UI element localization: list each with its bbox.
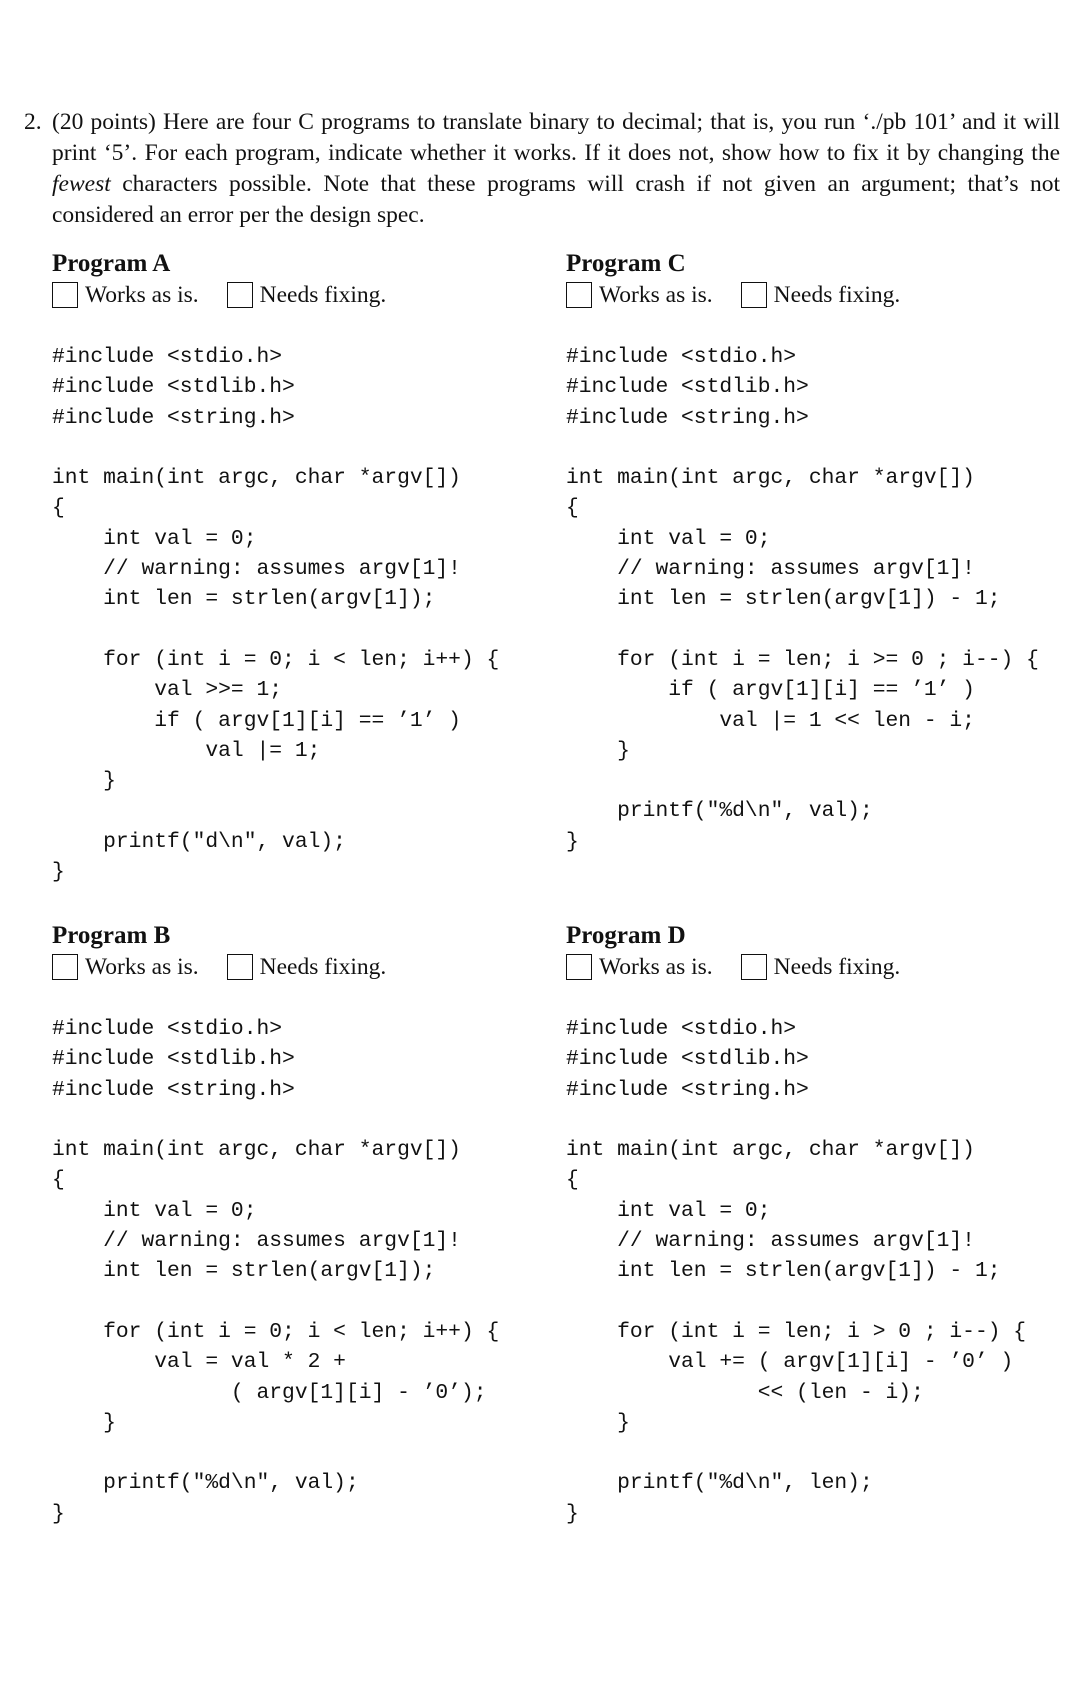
code-line bbox=[566, 766, 1066, 796]
code-line: val |= 1 << len - i; bbox=[566, 708, 975, 733]
program-d-works-option[interactable] bbox=[566, 952, 713, 982]
question-text-part-1: (20 points) Here are four C programs to translate binary to decimal; that is, you run ‘./pb 101’ and it will print ‘5’. For each program, indicate whether it works. If it does not, show how to fix it by changing the bbox=[52, 109, 1060, 166]
program-b-fix-option[interactable] bbox=[227, 952, 387, 982]
code-line: int len = strlen(argv[1]) - 1; bbox=[566, 587, 1001, 612]
code-line: << (len - i); bbox=[566, 1380, 924, 1405]
program-c bbox=[566, 249, 1066, 857]
program-b-code bbox=[52, 1014, 552, 1529]
question-number: 2. bbox=[24, 109, 42, 135]
code-line: // warning: assumes argv[1]! bbox=[52, 557, 461, 582]
code-line: printf("%d\n", val); bbox=[566, 799, 873, 824]
code-line: for (int i = len; i >= 0 ; i--) { bbox=[566, 647, 1039, 672]
code-line bbox=[52, 615, 552, 645]
question-emphasis: fewest bbox=[52, 171, 111, 197]
code-line: int len = strlen(argv[1]); bbox=[52, 1259, 436, 1284]
program-c-title: Program C bbox=[566, 250, 686, 277]
code-line bbox=[566, 615, 1066, 645]
code-line: int val = 0; bbox=[52, 1198, 257, 1223]
code-line: #include <string.h> bbox=[52, 405, 295, 430]
code-line: val |= 1; bbox=[52, 738, 321, 763]
program-d-code bbox=[566, 1014, 1066, 1529]
code-line: int val = 0; bbox=[52, 526, 257, 551]
program-d-fix-checkbox[interactable] bbox=[741, 954, 767, 980]
program-d bbox=[566, 921, 1066, 1529]
code-line: int main(int argc, char *argv[]) bbox=[52, 466, 461, 491]
code-line: #include <string.h> bbox=[566, 405, 809, 430]
program-c-works-option[interactable] bbox=[566, 280, 713, 310]
code-line: int len = strlen(argv[1]) - 1; bbox=[566, 1259, 1001, 1284]
code-line: for (int i = 0; i < len; i++) { bbox=[52, 647, 500, 672]
code-line: #include <string.h> bbox=[566, 1077, 809, 1102]
code-line: { bbox=[52, 496, 65, 521]
question-block bbox=[24, 107, 1060, 231]
question-text bbox=[52, 107, 1060, 231]
program-c-works-checkbox[interactable] bbox=[566, 282, 592, 308]
code-line bbox=[566, 433, 1066, 463]
program-b-works-checkbox[interactable] bbox=[52, 954, 78, 980]
code-line bbox=[566, 1287, 1066, 1317]
code-line: printf("%d\n", val); bbox=[52, 1471, 359, 1496]
code-line bbox=[52, 1105, 552, 1135]
code-line: } bbox=[52, 860, 65, 885]
code-line: val = val * 2 + bbox=[52, 1350, 346, 1375]
program-d-works-checkbox[interactable] bbox=[566, 954, 592, 980]
program-d-works-label: Works as is. bbox=[599, 954, 713, 980]
code-line: int main(int argc, char *argv[]) bbox=[566, 1138, 975, 1163]
code-line: int main(int argc, char *argv[]) bbox=[566, 466, 975, 491]
code-line: // warning: assumes argv[1]! bbox=[566, 557, 975, 582]
code-line: } bbox=[566, 738, 630, 763]
code-line bbox=[52, 1438, 552, 1468]
program-a-options bbox=[52, 280, 552, 310]
program-d-fix-label: Needs fixing. bbox=[773, 954, 901, 980]
code-line: #include <string.h> bbox=[52, 1077, 295, 1102]
code-line bbox=[566, 1105, 1066, 1135]
program-a-title: Program A bbox=[52, 250, 171, 277]
code-line bbox=[566, 1438, 1066, 1468]
code-line bbox=[52, 1287, 552, 1317]
program-a-fix-option[interactable] bbox=[227, 280, 387, 310]
program-c-fix-option[interactable] bbox=[741, 280, 901, 310]
code-line: #include <stdio.h> bbox=[566, 345, 797, 369]
program-b-fix-checkbox[interactable] bbox=[227, 954, 253, 980]
program-a-fix-checkbox[interactable] bbox=[227, 282, 253, 308]
code-line: // warning: assumes argv[1]! bbox=[52, 1229, 461, 1254]
code-line: for (int i = 0; i < len; i++) { bbox=[52, 1319, 500, 1344]
program-b bbox=[52, 921, 552, 1529]
code-line: val >>= 1; bbox=[52, 678, 283, 703]
code-line: ( argv[1][i] - ’0’); bbox=[52, 1380, 487, 1405]
code-line: { bbox=[566, 496, 579, 521]
program-d-options bbox=[566, 952, 1066, 982]
program-b-fix-label: Needs fixing. bbox=[259, 954, 387, 980]
code-line: int len = strlen(argv[1]); bbox=[52, 587, 436, 612]
program-c-fix-label: Needs fixing. bbox=[773, 282, 901, 308]
program-c-fix-checkbox[interactable] bbox=[741, 282, 767, 308]
program-a-works-option[interactable] bbox=[52, 280, 199, 310]
code-line: int val = 0; bbox=[566, 526, 771, 551]
code-line: int val = 0; bbox=[566, 1198, 771, 1223]
program-b-options bbox=[52, 952, 552, 982]
code-line: // warning: assumes argv[1]! bbox=[566, 1229, 975, 1254]
program-a-works-checkbox[interactable] bbox=[52, 282, 78, 308]
program-a-works-label: Works as is. bbox=[85, 282, 199, 308]
code-line: } bbox=[566, 1501, 579, 1526]
code-line: if ( argv[1][i] == ’1’ ) bbox=[566, 678, 975, 703]
code-line: int main(int argc, char *argv[]) bbox=[52, 1138, 461, 1163]
program-d-fix-option[interactable] bbox=[741, 952, 901, 982]
code-line: { bbox=[52, 1168, 65, 1193]
code-line: } bbox=[52, 1410, 116, 1435]
program-b-title: Program B bbox=[52, 922, 171, 949]
program-b-works-option[interactable] bbox=[52, 952, 199, 982]
program-a bbox=[52, 249, 552, 887]
code-line: printf("%d\n", len); bbox=[566, 1471, 873, 1496]
code-line: } bbox=[52, 1501, 65, 1526]
code-line: } bbox=[52, 769, 116, 794]
program-c-options bbox=[566, 280, 1066, 310]
code-line: { bbox=[566, 1168, 579, 1193]
code-line: #include <stdlib.h> bbox=[566, 1047, 809, 1072]
code-line: for (int i = len; i > 0 ; i--) { bbox=[566, 1319, 1027, 1344]
code-line: } bbox=[566, 829, 579, 854]
code-line: #include <stdio.h> bbox=[52, 1017, 283, 1041]
program-a-code bbox=[52, 342, 552, 887]
code-line bbox=[52, 796, 552, 826]
code-line: printf("d\n", val); bbox=[52, 829, 346, 854]
program-c-works-label: Works as is. bbox=[599, 282, 713, 308]
code-line: #include <stdlib.h> bbox=[52, 1047, 295, 1072]
question-text-part-2: characters possible. Note that these programs will crash if not given an argument; that’s not considered an error per the design spec. bbox=[52, 171, 1060, 228]
code-line: if ( argv[1][i] == ’1’ ) bbox=[52, 708, 461, 733]
code-line: val += ( argv[1][i] - ’0’ ) bbox=[566, 1350, 1014, 1375]
code-line: } bbox=[566, 1410, 630, 1435]
code-line bbox=[52, 433, 552, 463]
code-line: #include <stdio.h> bbox=[566, 1017, 797, 1041]
program-b-works-label: Works as is. bbox=[85, 954, 199, 980]
code-line: #include <stdio.h> bbox=[52, 345, 283, 369]
code-line: #include <stdlib.h> bbox=[566, 375, 809, 400]
program-d-title: Program D bbox=[566, 922, 686, 949]
code-line: #include <stdlib.h> bbox=[52, 375, 295, 400]
program-a-fix-label: Needs fixing. bbox=[259, 282, 387, 308]
program-c-code bbox=[566, 342, 1066, 857]
